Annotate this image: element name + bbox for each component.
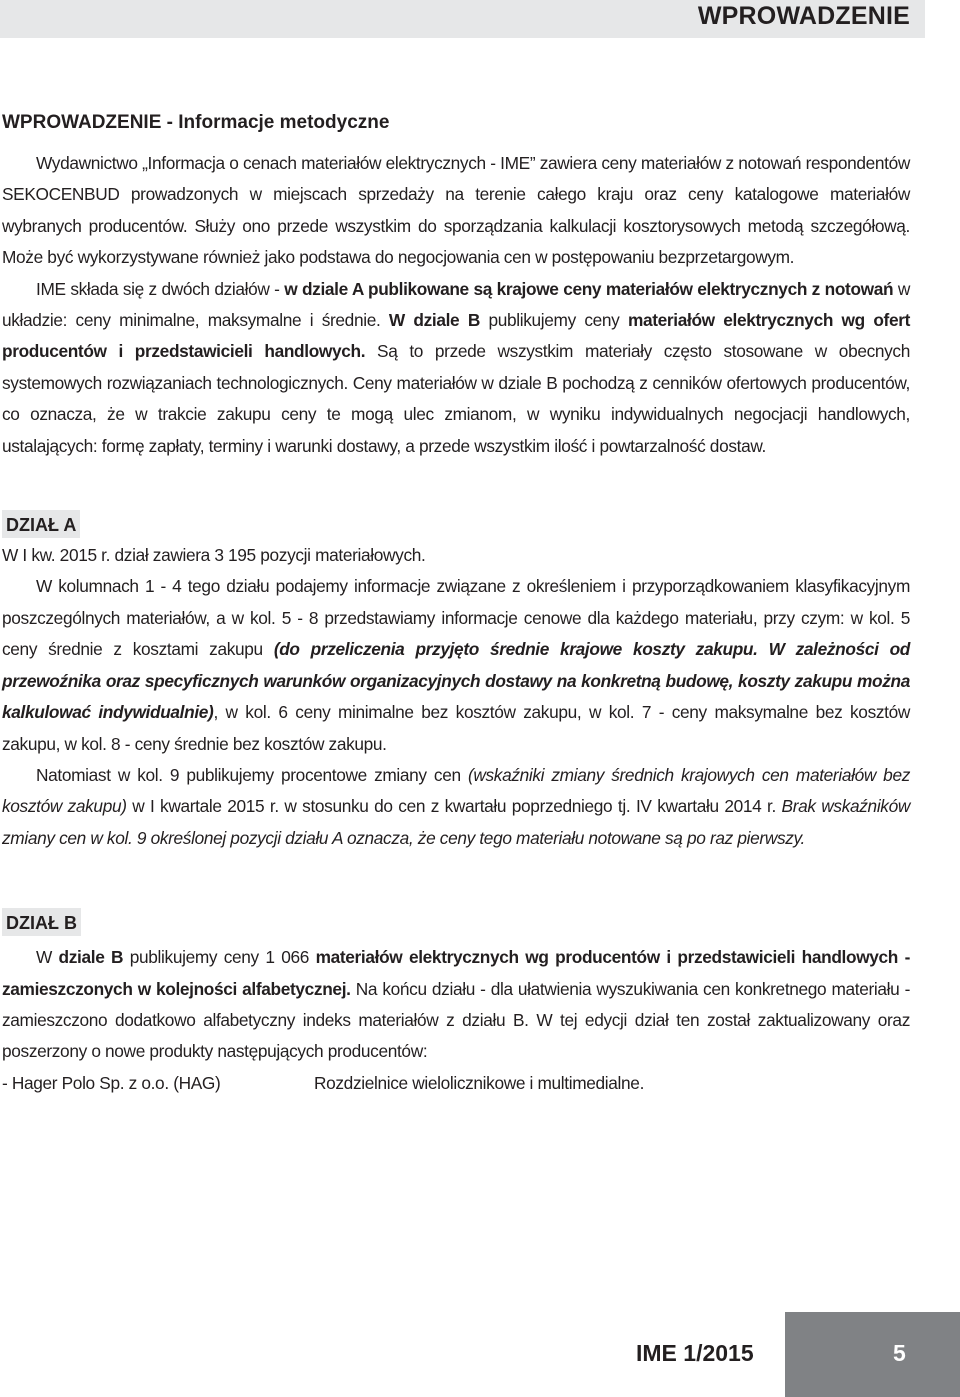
intro-p2-text-4: Są to przede wszystkim materiały często stosowane w obecnych systemowych rozwiązaniach technologicznych. Ceny materiałów w dziale B pochodzą z cenników ofertowych producentów, co oznacza, że w trakcie zakupu ceny te mogą ulec zmianom, w wyniku indywidualnych negocjacji handlowych, ustalających: formę zapłaty, terminy i warunki dostawy, a przede wszystkim ilość i powtarzalność dostaw. [2,341,910,456]
intro-p2-text-1: IME składa się z dwóch działów - [36,278,285,299]
intro-paragraph-2 [2,274,910,462]
dzial-a-p2-bold-italic: (do przeliczenia przyjęto średnie krajowe koszty zakupu. W zależności od przewoźnika oraz specyficznych warunków organizacyjnych dostawy na konkretną budowę, koszty zakupu można kalkulować indywidualnie) [2,639,910,723]
dzial-b-p1-text-3: Na końcu działu - dla ułatwienia wyszukiwania cen konkretnego materiału - zamieszczono dodatkowo alfabetyczny indeks materiałów z działu B. W tej edycji dział ten został zaktualizowany oraz poszerzony o nowe produkty następujących producentów: [2,978,910,1062]
intro-p2-text-2: w układzie: ceny minimalne, maksymalne i średnie. [2,278,910,331]
intro-p2-text-3: publikujemy ceny [479,310,628,331]
dzial-b-p1-text-1: W [36,947,59,968]
intro-title: WPROWADZENIE - Informacje metodyczne [2,112,390,133]
dzial-a-p3-text-1: Natomiast w kol. 9 publikujemy procentowe zmiany cen [36,764,468,785]
intro-p2-bold-3: materiałów elektrycznych wg ofert producentów i przedstawicieli handlowych. [2,310,910,362]
page-header-title: WPROWADZENIE [697,2,910,30]
dzial-b-p1-text-2: publikujemy ceny 1 066 [123,947,316,968]
dzial-a-paragraph-2 [2,571,910,759]
dzial-a-p3-text-2: w I kwartale 2015 r. w stosunku do cen z kwartału poprzedniego tj. IV kwartału 2014 r. [126,796,782,817]
dzial-b-p1-bold-2: materiałów elektrycznych wg producentów i przedstawicieli handlowych - zamieszczonych w kolejności alfabetycznej. [2,947,910,999]
dzial-b-paragraph-1 [2,942,910,1068]
dzial-a-p2-text-1: W kolumnach 1 - 4 tego działu podajemy informacje związane z określeniem i przyporządkowaniem klasyfikacyjnym poszczególnych materiałów, a w kol. 5 - 8 przedstawiamy informacje cenowe dla każdego materiału, przy czym: w kol. 5 ceny średnie z kosztami zakupu [2,576,910,660]
dzial-b-p1-bold-1: dziale B [58,947,124,968]
producer-products: Rozdzielnice wielolicznikowe i multimedialne. [314,1072,645,1093]
dzial-a-p3-italic-2: Brak wskaźników zmiany cen w kol. 9 określonej pozycji działu A oznacza, że ceny tego materiału notowane są po raz pierwszy. [2,796,910,848]
main-content [2,112,910,1099]
producer-name: - Hager Polo Sp. z o.o. (HAG) [2,1072,221,1093]
dzial-a-p3-italic-1: (wskaźniki zmiany średnich krajowych cen materiałów bez kosztów zakupu) [2,764,910,817]
dzial-a-p2-text-2: , w kol. 6 ceny minimalne bez kosztów zakupu, w kol. 7 - ceny maksymalne bez kosztów zakupu, w kol. 8 - ceny średnie bez kosztów zakupu. [2,702,910,754]
section-label-dzial-b: DZIAŁ B [2,908,81,936]
intro-p2-bold-2: W dziale B [388,310,480,331]
dzial-a-paragraph-3 [2,760,910,854]
section-label-dzial-a: DZIAŁ A [2,510,80,538]
footer-edition: IME 1/2015 [636,1340,754,1366]
dzial-a-paragraph-1: W I kw. 2015 r. dział zawiera 3 195 pozycji materiałowych. [2,545,426,566]
footer-page-box [785,1312,960,1397]
page-number: 5 [893,1340,906,1366]
intro-paragraph-1 [2,148,910,274]
intro-p1-text: Wydawnictwo „Informacja o cenach materiałów elektrycznych - IME” zawiera ceny materiałów z notowań respondentów SEKOCENBUD prowadzonych w miejscach sprzedaży na terenie całego kraju oraz ceny katalogowe materiałów wybranych producentów. Służy ono przede wszystkim do sporządzania kalkulacji kosztorysowych metodą szczegółową. Może być wykorzystywane również jako podstawa do negocjowania cen w postępowaniu bezprzetargowym. [2,153,910,268]
intro-p2-bold-1: w dziale A publikowane są krajowe ceny materiałów elektrycznych z notowań [284,278,894,299]
producer-row [2,1068,910,1099]
